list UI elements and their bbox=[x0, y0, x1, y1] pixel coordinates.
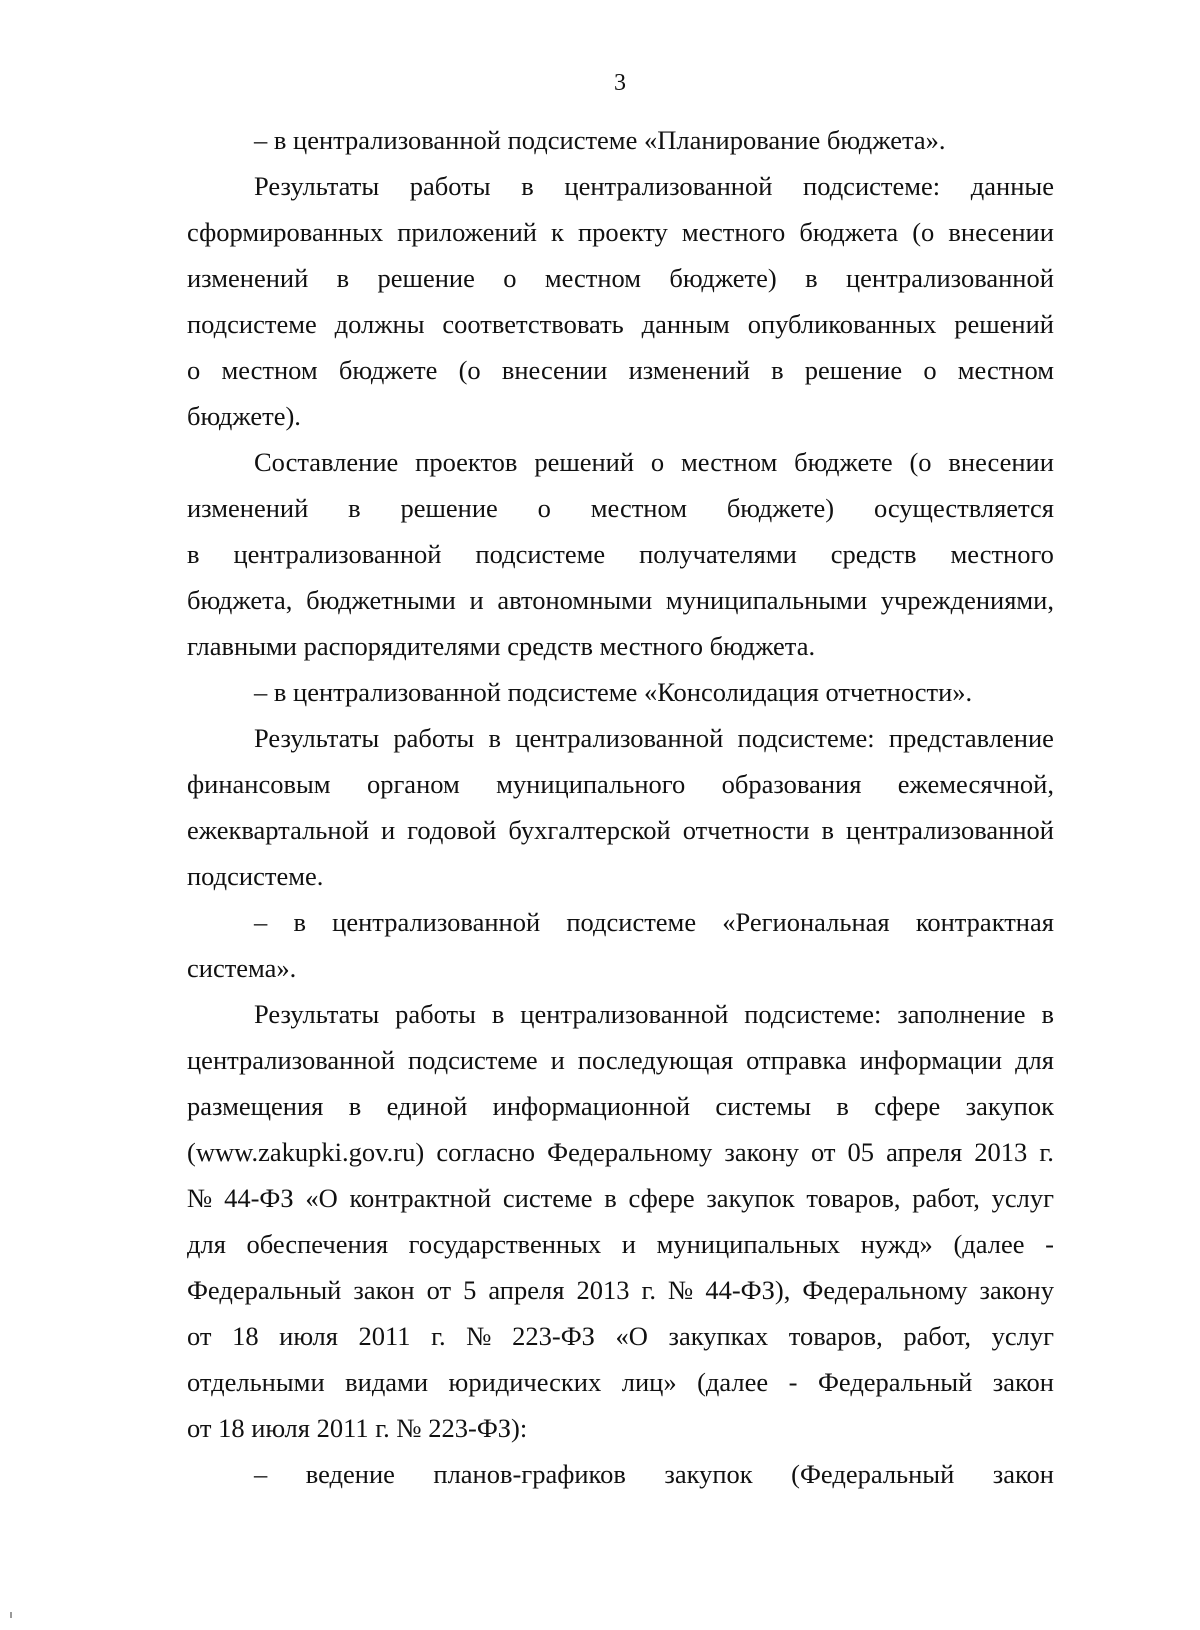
word: данным bbox=[641, 309, 730, 339]
word: товаров, bbox=[806, 1183, 901, 1213]
word: и bbox=[550, 1045, 565, 1075]
word: для bbox=[1015, 1045, 1054, 1075]
word: работы bbox=[393, 723, 475, 753]
word: автономными bbox=[497, 585, 653, 615]
word: данные bbox=[970, 171, 1054, 201]
word: закупок bbox=[664, 1459, 753, 1489]
word: отчетности bbox=[682, 815, 810, 845]
text-line bbox=[187, 354, 1054, 386]
word: бюджете bbox=[338, 355, 438, 385]
word: планов-графиков bbox=[433, 1459, 626, 1489]
word: г. bbox=[641, 1275, 656, 1305]
word: системе bbox=[502, 1183, 593, 1213]
word: в bbox=[836, 1091, 849, 1121]
word: обеспечения bbox=[246, 1229, 389, 1259]
word: информационной bbox=[492, 1091, 691, 1121]
word: подсистеме: bbox=[803, 171, 941, 201]
word: о bbox=[187, 355, 201, 385]
word: государственных bbox=[408, 1229, 602, 1259]
word: от bbox=[187, 1321, 212, 1351]
word: «О bbox=[305, 1183, 338, 1213]
text-line bbox=[254, 998, 1054, 1030]
word: 2013 bbox=[974, 1137, 1028, 1167]
text-line bbox=[187, 1228, 1054, 1260]
word: о bbox=[537, 493, 551, 523]
word: заполнение bbox=[897, 999, 1026, 1029]
word: подсистеме bbox=[566, 907, 697, 937]
word: Составление bbox=[254, 447, 399, 477]
word: внесении bbox=[948, 217, 1054, 247]
word: централизованной bbox=[845, 263, 1054, 293]
word: г. bbox=[431, 1321, 446, 1351]
text-line: – в централизованной подсистеме «Консолидация отчетности». bbox=[254, 677, 973, 707]
word: отдельными bbox=[187, 1367, 325, 1397]
word: о bbox=[503, 263, 517, 293]
word: в bbox=[293, 907, 306, 937]
text-line: главными распорядителями средств местного бюджета. bbox=[187, 631, 816, 661]
word: решение bbox=[400, 493, 498, 523]
word: в bbox=[336, 263, 350, 293]
text-line: от 18 июля 2011 г. № 223-ФЗ): bbox=[187, 1413, 528, 1443]
word: в bbox=[821, 815, 835, 845]
word: подсистеме bbox=[407, 1045, 538, 1075]
word: закону bbox=[979, 1275, 1054, 1305]
word: закупок bbox=[965, 1091, 1054, 1121]
word: юридических bbox=[448, 1367, 602, 1397]
text-line: бюджете). bbox=[187, 401, 301, 431]
word: решений bbox=[954, 309, 1054, 339]
word: муниципальными bbox=[665, 585, 868, 615]
word: 2013 bbox=[576, 1275, 630, 1305]
text-line bbox=[187, 768, 1054, 800]
word: опубликованных bbox=[747, 309, 937, 339]
word: централизованной bbox=[187, 1045, 395, 1075]
text-line bbox=[187, 262, 1054, 294]
word: проекту bbox=[577, 217, 668, 247]
scan-mark bbox=[10, 1612, 12, 1618]
word: подсистеме: bbox=[737, 723, 875, 753]
word: муниципального bbox=[496, 769, 686, 799]
text-line bbox=[187, 1182, 1054, 1214]
word: бюджета bbox=[799, 217, 899, 247]
word: учреждениями, bbox=[880, 585, 1054, 615]
word: централизованной bbox=[564, 171, 773, 201]
word: согласно bbox=[436, 1137, 536, 1167]
word: централизованной bbox=[515, 723, 724, 753]
word: - bbox=[788, 1367, 798, 1397]
word: от bbox=[810, 1137, 836, 1167]
word: ведение bbox=[305, 1459, 395, 1489]
word: «О bbox=[615, 1321, 648, 1351]
word: № bbox=[466, 1321, 492, 1351]
word: системы bbox=[715, 1091, 812, 1121]
text-line: система». bbox=[187, 953, 297, 983]
word: местного bbox=[681, 217, 786, 247]
word: 05 bbox=[847, 1137, 875, 1167]
word: средств bbox=[830, 539, 917, 569]
word: местном bbox=[221, 355, 318, 385]
text-line: подсистеме. bbox=[187, 861, 324, 891]
word: информации bbox=[859, 1045, 1003, 1075]
word: № bbox=[187, 1183, 213, 1213]
word: Федеральный bbox=[817, 1367, 973, 1397]
word: - bbox=[1045, 1229, 1054, 1259]
word: решение bbox=[804, 355, 903, 385]
word: (Федеральный bbox=[791, 1459, 955, 1489]
word: соответствовать bbox=[442, 309, 624, 339]
word: Федеральному bbox=[547, 1137, 713, 1167]
word: и bbox=[381, 815, 396, 845]
word: услуг bbox=[991, 1321, 1054, 1351]
word: в bbox=[187, 539, 200, 569]
word: местном bbox=[590, 493, 687, 523]
word: решений bbox=[534, 447, 635, 477]
word: 5 bbox=[463, 1275, 477, 1305]
word: товаров, bbox=[788, 1321, 883, 1351]
word: должны bbox=[334, 309, 425, 339]
text-line bbox=[254, 170, 1054, 202]
word: сфере bbox=[874, 1091, 941, 1121]
word: и bbox=[469, 585, 484, 615]
text-line bbox=[187, 538, 1054, 570]
word: в bbox=[604, 1183, 617, 1213]
word: к bbox=[551, 217, 564, 247]
word: органом bbox=[366, 769, 460, 799]
word: (о bbox=[909, 447, 932, 477]
word: закон bbox=[992, 1459, 1054, 1489]
word: внесении bbox=[948, 447, 1054, 477]
text-line bbox=[254, 446, 1054, 478]
word: видами bbox=[345, 1367, 429, 1397]
word: 44-ФЗ), bbox=[705, 1275, 791, 1305]
word: закупках bbox=[668, 1321, 769, 1351]
word: бюджете) bbox=[726, 493, 835, 523]
word: централизованной bbox=[233, 539, 442, 569]
word: (далее bbox=[697, 1367, 769, 1397]
word: – bbox=[254, 907, 268, 937]
word: в bbox=[771, 355, 784, 385]
text-line bbox=[187, 814, 1054, 846]
word: централизованной bbox=[332, 907, 541, 937]
word: бюджета, bbox=[187, 585, 293, 615]
word: размещения bbox=[187, 1091, 324, 1121]
text-line bbox=[187, 1366, 1054, 1398]
word: работы bbox=[409, 171, 491, 201]
word: изменений bbox=[187, 263, 309, 293]
text-line bbox=[187, 1136, 1054, 1168]
word: Результаты bbox=[254, 171, 380, 201]
word: о bbox=[923, 355, 937, 385]
text-line bbox=[187, 1044, 1054, 1076]
word: подсистеме: bbox=[744, 999, 882, 1029]
word: – bbox=[254, 1459, 268, 1489]
word: ежеквартальной bbox=[187, 815, 370, 845]
word: Федеральный bbox=[187, 1275, 342, 1305]
word: централизованной bbox=[520, 999, 729, 1029]
word: отправка bbox=[746, 1045, 847, 1075]
word: услуг bbox=[991, 1183, 1054, 1213]
word: закупок bbox=[706, 1183, 795, 1213]
word: Результаты bbox=[254, 999, 380, 1029]
word: в bbox=[805, 263, 818, 293]
word: Федеральному bbox=[802, 1275, 968, 1305]
word: 223-ФЗ bbox=[512, 1321, 595, 1351]
word: подсистеме bbox=[187, 309, 317, 339]
word: финансовым bbox=[187, 769, 331, 799]
text-line bbox=[254, 906, 1054, 938]
text-line bbox=[187, 1320, 1054, 1352]
word: контрактной bbox=[349, 1183, 492, 1213]
text-line bbox=[187, 216, 1054, 248]
word: местном bbox=[957, 355, 1054, 385]
word: муниципальных bbox=[656, 1229, 841, 1259]
text-line bbox=[187, 1090, 1054, 1122]
word: работ, bbox=[903, 1321, 971, 1351]
word: закон bbox=[353, 1275, 415, 1305]
word: осуществляется bbox=[873, 493, 1054, 523]
word: местном bbox=[544, 263, 642, 293]
word: изменений bbox=[628, 355, 750, 385]
word: в bbox=[521, 171, 534, 201]
word: местного bbox=[950, 539, 1054, 569]
word: представление bbox=[888, 723, 1054, 753]
word: закон bbox=[992, 1367, 1054, 1397]
text-line bbox=[187, 308, 1054, 340]
word: апреля bbox=[886, 1137, 963, 1167]
word: г. bbox=[1039, 1137, 1054, 1167]
word: от bbox=[426, 1275, 452, 1305]
word: Результаты bbox=[254, 723, 380, 753]
word: работ, bbox=[912, 1183, 980, 1213]
word: 2011 bbox=[358, 1321, 411, 1351]
word: работы bbox=[395, 999, 476, 1029]
word: бюджете bbox=[794, 447, 893, 477]
text-line bbox=[254, 1458, 1054, 1490]
word: июля bbox=[279, 1321, 338, 1351]
word: 44-ФЗ bbox=[224, 1183, 294, 1213]
word: 18 bbox=[232, 1321, 259, 1351]
word: нужд» bbox=[860, 1229, 933, 1259]
word: образования bbox=[721, 769, 862, 799]
word: для bbox=[187, 1229, 226, 1259]
word: подсистеме bbox=[475, 539, 606, 569]
word: единой bbox=[386, 1091, 468, 1121]
word: последующая bbox=[577, 1045, 734, 1075]
word: лиц» bbox=[621, 1367, 677, 1397]
word: бюджете) bbox=[669, 263, 777, 293]
text-line: – в централизованной подсистеме «Планирование бюджета». bbox=[254, 125, 946, 155]
word: в bbox=[491, 999, 505, 1029]
page-number: 3 bbox=[614, 70, 626, 96]
word: ежемесячной, bbox=[897, 769, 1054, 799]
word: в bbox=[488, 723, 501, 753]
text-line bbox=[187, 584, 1054, 616]
word: о bbox=[650, 447, 665, 477]
word: получателями bbox=[639, 539, 797, 569]
word: централизованной bbox=[846, 815, 1054, 845]
word: сфере bbox=[628, 1183, 695, 1213]
word: в bbox=[348, 493, 361, 523]
text-line bbox=[187, 492, 1054, 524]
word: решение bbox=[377, 263, 475, 293]
word: апреля bbox=[488, 1275, 565, 1305]
text-line bbox=[187, 1274, 1054, 1306]
word: изменений bbox=[187, 493, 309, 523]
word: № bbox=[668, 1275, 694, 1305]
word: сформированных bbox=[187, 217, 384, 247]
word: закону bbox=[724, 1137, 799, 1167]
word: (о bbox=[912, 217, 935, 247]
word: (о bbox=[458, 355, 481, 385]
text-line bbox=[254, 722, 1054, 754]
word: проектов bbox=[415, 447, 518, 477]
word: бюджетными bbox=[306, 585, 456, 615]
word: годовой bbox=[407, 815, 497, 845]
word: (далее bbox=[953, 1229, 1025, 1259]
word: внесении bbox=[501, 355, 608, 385]
word: «Региональная bbox=[722, 907, 890, 937]
word: местном bbox=[681, 447, 778, 477]
word: и bbox=[621, 1229, 636, 1259]
word: приложений bbox=[397, 217, 537, 247]
word: контрактная bbox=[915, 907, 1054, 937]
word: в bbox=[348, 1091, 362, 1121]
word: в bbox=[1041, 999, 1054, 1029]
word: (www.zakupki.gov.ru) bbox=[187, 1137, 425, 1167]
word: бухгалтерской bbox=[508, 815, 671, 845]
